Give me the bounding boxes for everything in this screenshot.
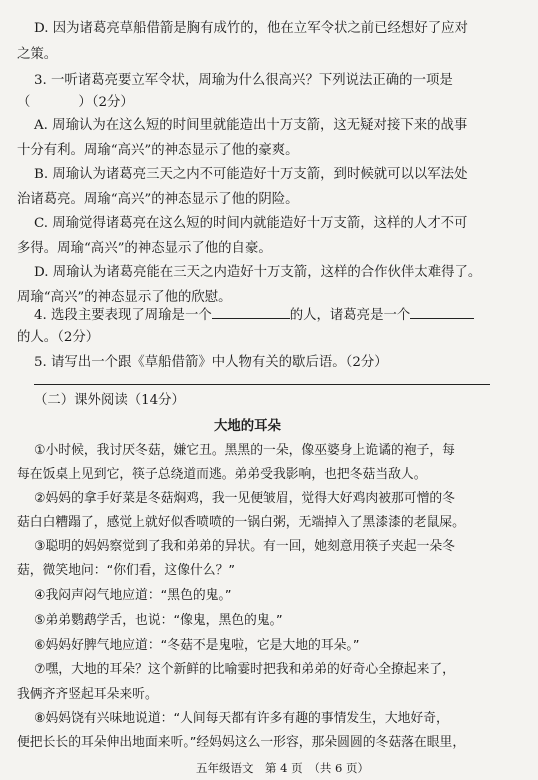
paragraph-8-line1: ⑧妈妈饶有兴味地说道：“人间每天都有许多有趣的事情发生，大地好奇， bbox=[34, 711, 449, 726]
question-3-stem: 3. 一听诸葛亮要立军令状，周瑜为什么很高兴？下列说法正确的一项是 bbox=[34, 73, 453, 88]
option-a-line2: 十分有利。周瑜“高兴”的神态显示了他的豪爽。 bbox=[17, 143, 299, 158]
question-4 bbox=[34, 306, 474, 324]
question-4-part2: 的人，诸葛亮是一个 bbox=[289, 308, 411, 323]
option-d-line2: 周瑜“高兴”的神态显示了他的欣慰。 bbox=[17, 290, 232, 305]
paragraph-5: ⑤弟弟鹦鹉学舌，也说：“像鬼，黑色的鬼。” bbox=[34, 613, 283, 628]
option-c-line1: C. 周瑜觉得诸葛亮在这么短的时间内就能造好十万支箭，这样的人才不可 bbox=[34, 216, 468, 231]
question-4-end: 的人。（2分） bbox=[17, 330, 100, 345]
question-4-part1: 4. 选段主要表现了周瑜是一个 bbox=[34, 308, 212, 323]
passage-title: 大地的耳朵 bbox=[214, 418, 281, 434]
paragraph-7-line2: 我俩齐齐竖起耳朵来听。 bbox=[17, 687, 158, 702]
option-d-line1: D. 因为诸葛亮草船借箭是胸有成竹的，他在立军令状之前已经想好了应对 bbox=[34, 21, 468, 36]
paragraph-4: ④我闷声闷气地应道：“黑色的鬼。” bbox=[34, 588, 232, 603]
paragraph-1-line2: 每在饭桌上见到它，筷子总绕道而逃。弟弟受我影响，也把冬菇当敌人。 bbox=[17, 467, 427, 482]
option-a-line1: A. 周瑜认为在这么短的时间里就能造出十万支箭，这无疑对接下来的战事 bbox=[34, 118, 468, 133]
option-d-line2: 之策。 bbox=[17, 47, 58, 62]
question-5: 5. 请写出一个跟《草船借箭》中人物有关的歇后语。（2分） bbox=[34, 355, 388, 370]
paragraph-3-line1: ③聪明的妈妈察觉到了我和弟弟的异状。有一回，她刻意用筷子夹起一朵冬 bbox=[34, 539, 455, 554]
paragraph-7-line1: ⑦嘿，大地的耳朵？这个新鲜的比喻霎时把我和弟弟的好奇心全撩起来了， bbox=[34, 662, 455, 677]
option-c-line2: 多得。周瑜“高兴”的神态显示了他的自豪。 bbox=[17, 241, 272, 256]
paragraph-3-line2: 菇，微笑地问：“你们看，这像什么？” bbox=[17, 563, 236, 578]
paragraph-2-line1: ②妈妈的拿手好菜是冬菇焖鸡，我一见便皱眉，觉得大好鸡肉被那可憎的冬 bbox=[34, 491, 455, 506]
paren-close: ）（2分） bbox=[78, 95, 134, 110]
page-footer: 五年级语文 第 4 页 （共 6 页） bbox=[196, 761, 370, 775]
section-header: （二）课外阅读（14分） bbox=[34, 393, 185, 408]
question-3-answer-paren bbox=[17, 95, 134, 111]
paren-open: （ bbox=[17, 95, 31, 110]
answer-blank-zhouyu[interactable] bbox=[212, 306, 290, 319]
option-d-line1: D. 周瑜认为诸葛亮能在三天之内造好十万支箭，这样的合作伙伴太难得了。 bbox=[34, 265, 482, 280]
answer-line-q5[interactable] bbox=[34, 384, 490, 385]
paragraph-6: ⑥妈妈好脾气地应道：“冬菇不是鬼啦，它是大地的耳朵。” bbox=[34, 638, 360, 653]
paragraph-8-line2: 便把长长的耳朵伸出地面来听。”经妈妈这么一形容，那朵圆圆的冬菇落在眼里， bbox=[17, 735, 466, 750]
answer-blank-zhugeliang[interactable] bbox=[410, 306, 474, 319]
paragraph-1-line1: ①小时候，我讨厌冬菇，嫌它丑。黑黑的一朵，像巫婆身上诡谲的袍子，每 bbox=[34, 443, 455, 458]
option-b-line1: B. 周瑜认为诸葛亮三天之内不可能造好十万支箭，到时候就可以以军法处 bbox=[34, 167, 468, 182]
option-b-line2: 治诸葛亮。周瑜“高兴”的神态显示了他的阴险。 bbox=[17, 192, 299, 207]
paragraph-2-line2: 菇白白糟蹋了，感觉上就好似香喷喷的一锅白粥，无端掉入了黑漆漆的老鼠屎。 bbox=[17, 515, 465, 530]
